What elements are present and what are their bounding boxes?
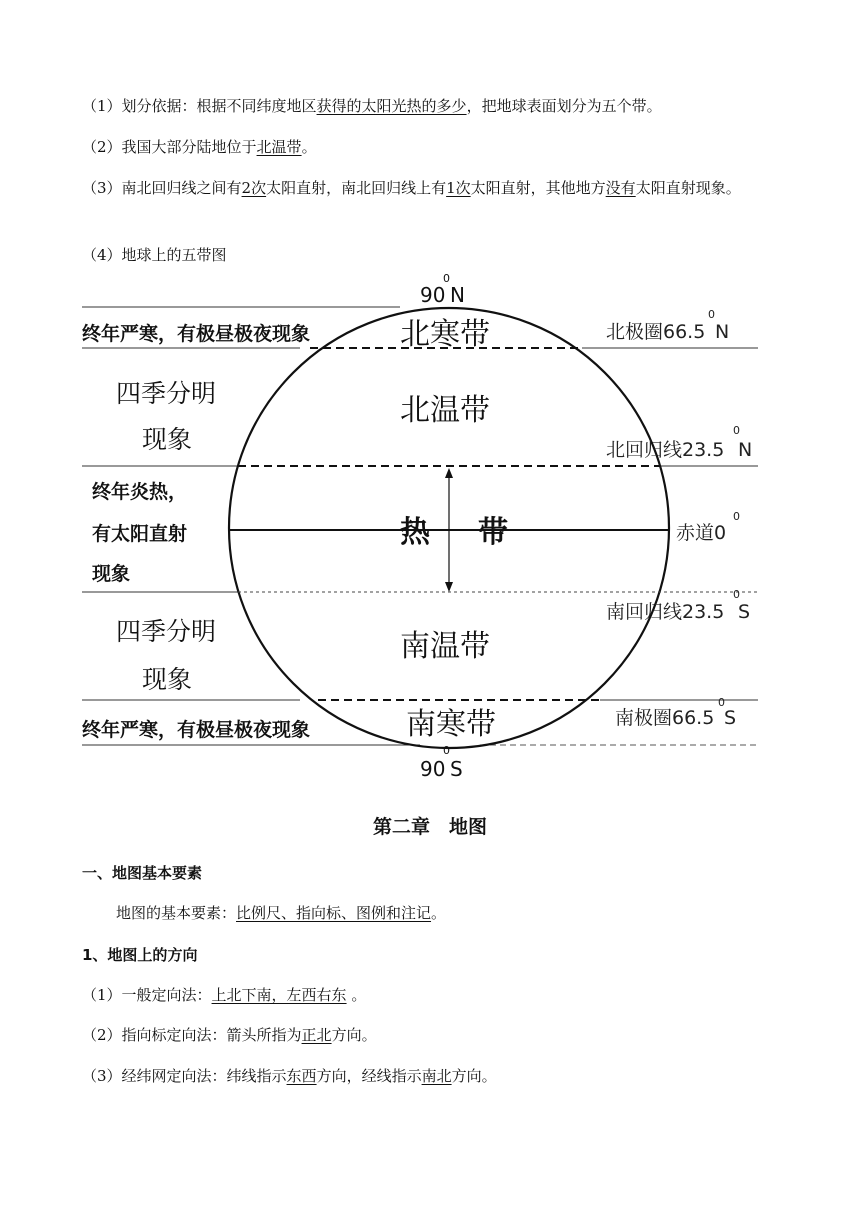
chapter-title: 第二章 地图 xyxy=(372,816,487,838)
paragraph-grid-direction: （3）经纬网定向法：纬线指示东西方向，经线指示南北方向。 xyxy=(82,1067,497,1085)
label-arctic-dir: N xyxy=(715,321,730,343)
label-antarctic-circle: 南极圈66.5 xyxy=(615,707,715,729)
paragraph-basic-elements: 地图的基本要素：比例尺、指向标、图例和注记。 xyxy=(116,904,447,922)
answer-underlined: 南北 xyxy=(421,1067,452,1085)
south-pole-degree: 90 xyxy=(420,757,446,781)
south-pole-dir: S xyxy=(450,757,463,781)
paragraph-division-basis: （1）划分依据：根据不同纬度地区获得的太阳光热的多少，把地球表面划分为五个带。 xyxy=(82,97,662,115)
zone-north-frigid: 北寒带 xyxy=(400,317,490,352)
section-heading-directions: 1、地图上的方向 xyxy=(82,946,198,964)
paragraph-arrow-direction: （2）指向标定向法：箭头所指为正北方向。 xyxy=(82,1026,377,1044)
label-equator: 赤道0 xyxy=(676,522,727,544)
five-zones-diagram xyxy=(0,268,860,788)
paragraph-china-location: （2）我国大部分陆地位于北温带。 xyxy=(82,138,317,156)
arrow-head-down xyxy=(445,582,453,592)
phenomenon-tropic-3: 现象 xyxy=(92,563,131,585)
phenomenon-polar-top: 终年严寒，有极昼极夜现象 xyxy=(82,323,311,345)
phenomenon-polar-bottom: 终年严寒，有极昼极夜现象 xyxy=(82,719,311,741)
label-antarctic-dir: S xyxy=(724,707,737,729)
north-pole-degree: 90 xyxy=(420,283,446,307)
paragraph-five-zones-caption: （4）地球上的五带图 xyxy=(82,246,227,264)
paragraph-general-direction: （1）一般定向法：上北下南，左西右东 。 xyxy=(82,986,367,1004)
phenomenon-seasons-bottom-1: 四季分明 xyxy=(116,617,217,646)
zone-north-temperate: 北温带 xyxy=(400,393,490,428)
zone-south-frigid: 南寒带 xyxy=(406,707,496,742)
answer-underlined: 北温带 xyxy=(256,138,302,156)
label-arctic-circle: 北极圈66.5 xyxy=(606,321,706,343)
zone-south-temperate: 南温带 xyxy=(400,629,490,664)
label-tropic-cancer-dir: N xyxy=(738,439,753,461)
phenomenon-tropic-1: 终年炎热， xyxy=(92,481,188,503)
label-tropic-cancer: 北回归线23.5 xyxy=(606,439,725,461)
label-equator-sup: 0 xyxy=(733,510,740,523)
answer-underlined: 正北 xyxy=(301,1026,332,1044)
answer-underlined: 没有 xyxy=(605,179,636,197)
arrow-head-up xyxy=(445,468,453,478)
label-antarctic-sup: 0 xyxy=(718,696,725,709)
section-heading-basic-elements: 一、地图基本要素 xyxy=(82,864,203,882)
phenomenon-seasons-top-2: 现象 xyxy=(142,425,193,454)
answer-underlined: 比例尺、指向标、图例和注记 xyxy=(236,904,432,922)
answer-underlined: 上北下南，左西右东 xyxy=(211,986,347,1004)
phenomenon-tropic-2: 有太阳直射 xyxy=(92,523,188,545)
label-tropic-capricorn-sup: 0 xyxy=(733,588,740,601)
answer-underlined: 东西 xyxy=(286,1067,317,1085)
label-arctic-sup: 0 xyxy=(708,308,715,321)
answer-underlined: 1次 xyxy=(446,179,471,197)
south-pole-degree-sup: 0 xyxy=(443,744,450,757)
phenomenon-seasons-top-1: 四季分明 xyxy=(116,379,217,408)
zone-tropical-b: 带 xyxy=(478,515,508,550)
answer-underlined: 获得的太阳光热的多少 xyxy=(316,97,467,115)
paragraph-direct-sunlight: （3）南北回归线之间有2次太阳直射，南北回归线上有1次太阳直射，其他地方没有太阳直射现象。 xyxy=(82,179,741,197)
north-pole-degree-sup: 0 xyxy=(443,272,450,285)
north-pole-dir: N xyxy=(450,283,465,307)
zone-tropical-a: 热 xyxy=(400,515,430,550)
label-tropic-capricorn-dir: S xyxy=(738,601,751,623)
phenomenon-seasons-bottom-2: 现象 xyxy=(142,665,193,694)
answer-underlined: 2次 xyxy=(241,179,267,197)
label-tropic-capricorn: 南回归线23.5 xyxy=(606,601,725,623)
label-tropic-cancer-sup: 0 xyxy=(733,424,740,437)
